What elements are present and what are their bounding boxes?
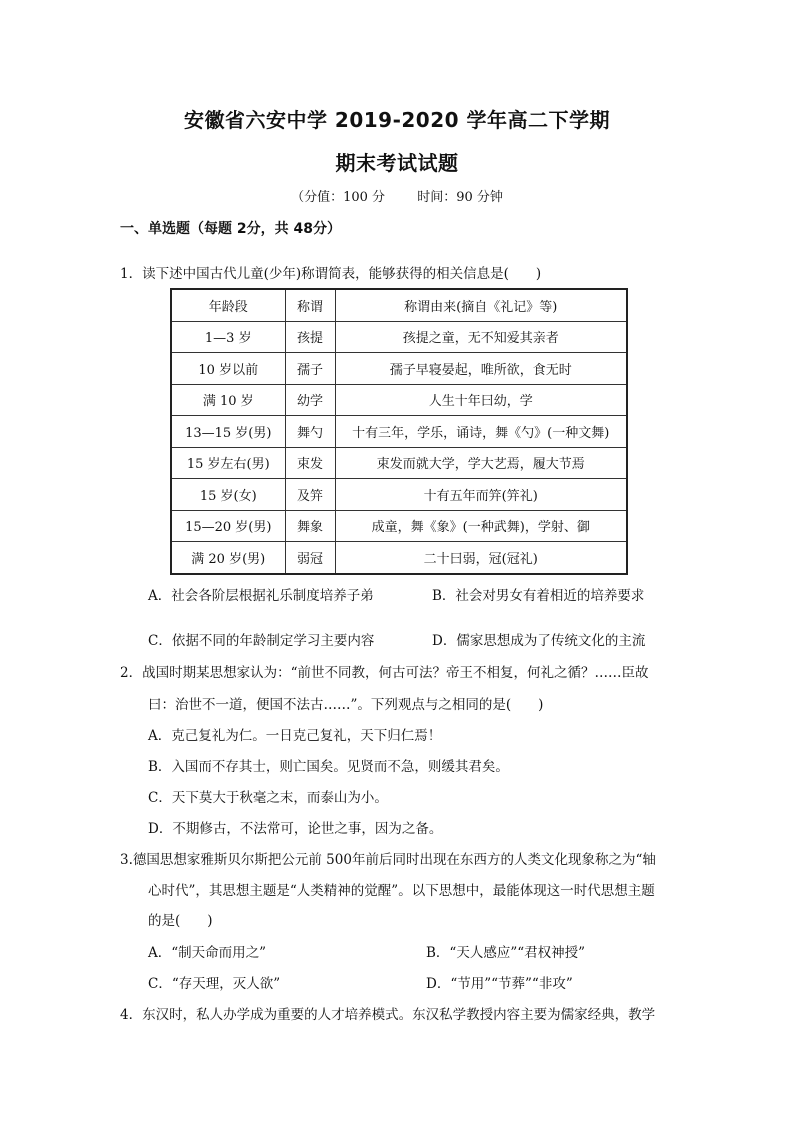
table-cell: 15 岁左右(男) (171, 447, 285, 479)
table-cell: 满 10 岁 (171, 384, 285, 416)
table-header-cell: 年龄段 (171, 289, 285, 321)
table-cell: 孺子早寝晏起，唯所欲，食无时 (335, 353, 627, 385)
table-header-row (171, 289, 627, 321)
table-row (171, 416, 627, 448)
table-cell: 13—15 岁(男) (171, 416, 285, 448)
table-cell: 孺子 (285, 353, 335, 385)
q2-stem-line2: 曰：治世不一道，便国不法古……”。下列观点与之相同的是( ) (148, 697, 544, 713)
table-header-cell: 称谓由来(摘自《礼记》等) (335, 289, 627, 321)
title-table (170, 288, 628, 575)
table-header-cell: 称谓 (285, 289, 335, 321)
table-cell: 10 岁以前 (171, 353, 285, 385)
q3-option-b[interactable]: B．“天人感应”“君权神授” (426, 945, 586, 961)
table-row (171, 353, 627, 385)
table-row (171, 384, 627, 416)
table-cell: 成童，舞《象》(一种武舞)，学射、御 (335, 510, 627, 542)
table-cell: 二十曰弱，冠(冠礼) (335, 542, 627, 574)
q2-option-b[interactable]: B．入国而不存其士，则亡国矣。见贤而不急，则缓其君矣。 (148, 759, 509, 775)
table-cell: 15 岁(女) (171, 479, 285, 511)
table-cell: 孩提 (285, 321, 335, 353)
score-info: （分值：100 分 (291, 190, 386, 205)
table-cell: 15—20 岁(男) (171, 510, 285, 542)
table-row (171, 542, 627, 574)
table-cell: 人生十年曰幼，学 (335, 384, 627, 416)
exam-subtitle: 期末考试试题 (335, 151, 459, 175)
q3-stem-line1: 3.德国思想家雅斯贝尔斯把公元前 500年前后同时出现在东西方的人类文化现象称之为“轴 (120, 852, 656, 868)
q3-stem-line3: 的是( ) (148, 913, 213, 929)
q2-option-d[interactable]: D．不期修古，不法常可，论世之事，因为之备。 (148, 821, 443, 837)
table-cell: 十有三年，学乐，诵诗，舞《勺》(一种文舞) (335, 416, 627, 448)
table-cell: 及笄 (285, 479, 335, 511)
table-row (171, 447, 627, 479)
q1-option-d[interactable]: D．儒家思想成为了传统文化的主流 (432, 633, 646, 649)
table-cell: 十有五年而笄(笄礼) (335, 479, 627, 511)
q1-option-a[interactable]: A．社会各阶层根据礼乐制度培养子弟 (148, 588, 374, 604)
q1-option-b[interactable]: B．社会对男女有着相近的培养要求 (432, 588, 645, 604)
q3-stem-line2: 心时代”，其思想主题是“人类精神的觉醒”。以下思想中，最能体现这一时代思想主题 (148, 883, 655, 899)
q1-option-c[interactable]: C．依据不同的年龄制定学习主要内容 (148, 633, 375, 649)
table-cell: 满 20 岁(男) (171, 542, 285, 574)
table-cell: 幼学 (285, 384, 335, 416)
q2-option-c[interactable]: C．天下莫大于秋毫之末，而泰山为小。 (148, 790, 388, 806)
table-row (171, 510, 627, 542)
q4-stem-line1: 4．东汉时，私人办学成为重要的人才培养模式。东汉私学教授内容主要为儒家经典，教学 (120, 1007, 656, 1023)
table-row (171, 479, 627, 511)
time-info: 时间：90 分钟 (417, 190, 503, 205)
table-cell: 舞勺 (285, 416, 335, 448)
q3-option-d[interactable]: D．“节用”“节葬”“非攻” (426, 976, 573, 992)
q2-option-a[interactable]: A．克己复礼为仁。一日克己复礼，天下归仁焉！ (148, 728, 442, 744)
table-cell: 舞象 (285, 510, 335, 542)
section-heading: 一、单选题（每题 2分，共 48分） (120, 221, 341, 237)
table-row (171, 321, 627, 353)
q3-option-a[interactable]: A．“制天命而用之” (148, 945, 267, 961)
q1-stem: 1．读下述中国古代儿童(少年)称谓简表，能够获得的相关信息是( ) (120, 266, 542, 282)
q2-stem-line1: 2．战国时期某思想家认为：“前世不同教，何古可法？帝王不相复，何礼之循？……臣故 (120, 665, 649, 681)
exam-title: 安徽省六安中学 2019-2020 学年高二下学期 (183, 108, 611, 132)
exam-meta (0, 186, 794, 205)
q3-option-c[interactable]: C．“存天理，灭人欲” (148, 976, 281, 992)
table-cell: 弱冠 (285, 542, 335, 574)
table-cell: 束发而就大学，学大艺焉，履大节焉 (335, 447, 627, 479)
table-cell: 束发 (285, 447, 335, 479)
table-cell: 孩提之童，无不知爱其亲者 (335, 321, 627, 353)
table-cell: 1—3 岁 (171, 321, 285, 353)
